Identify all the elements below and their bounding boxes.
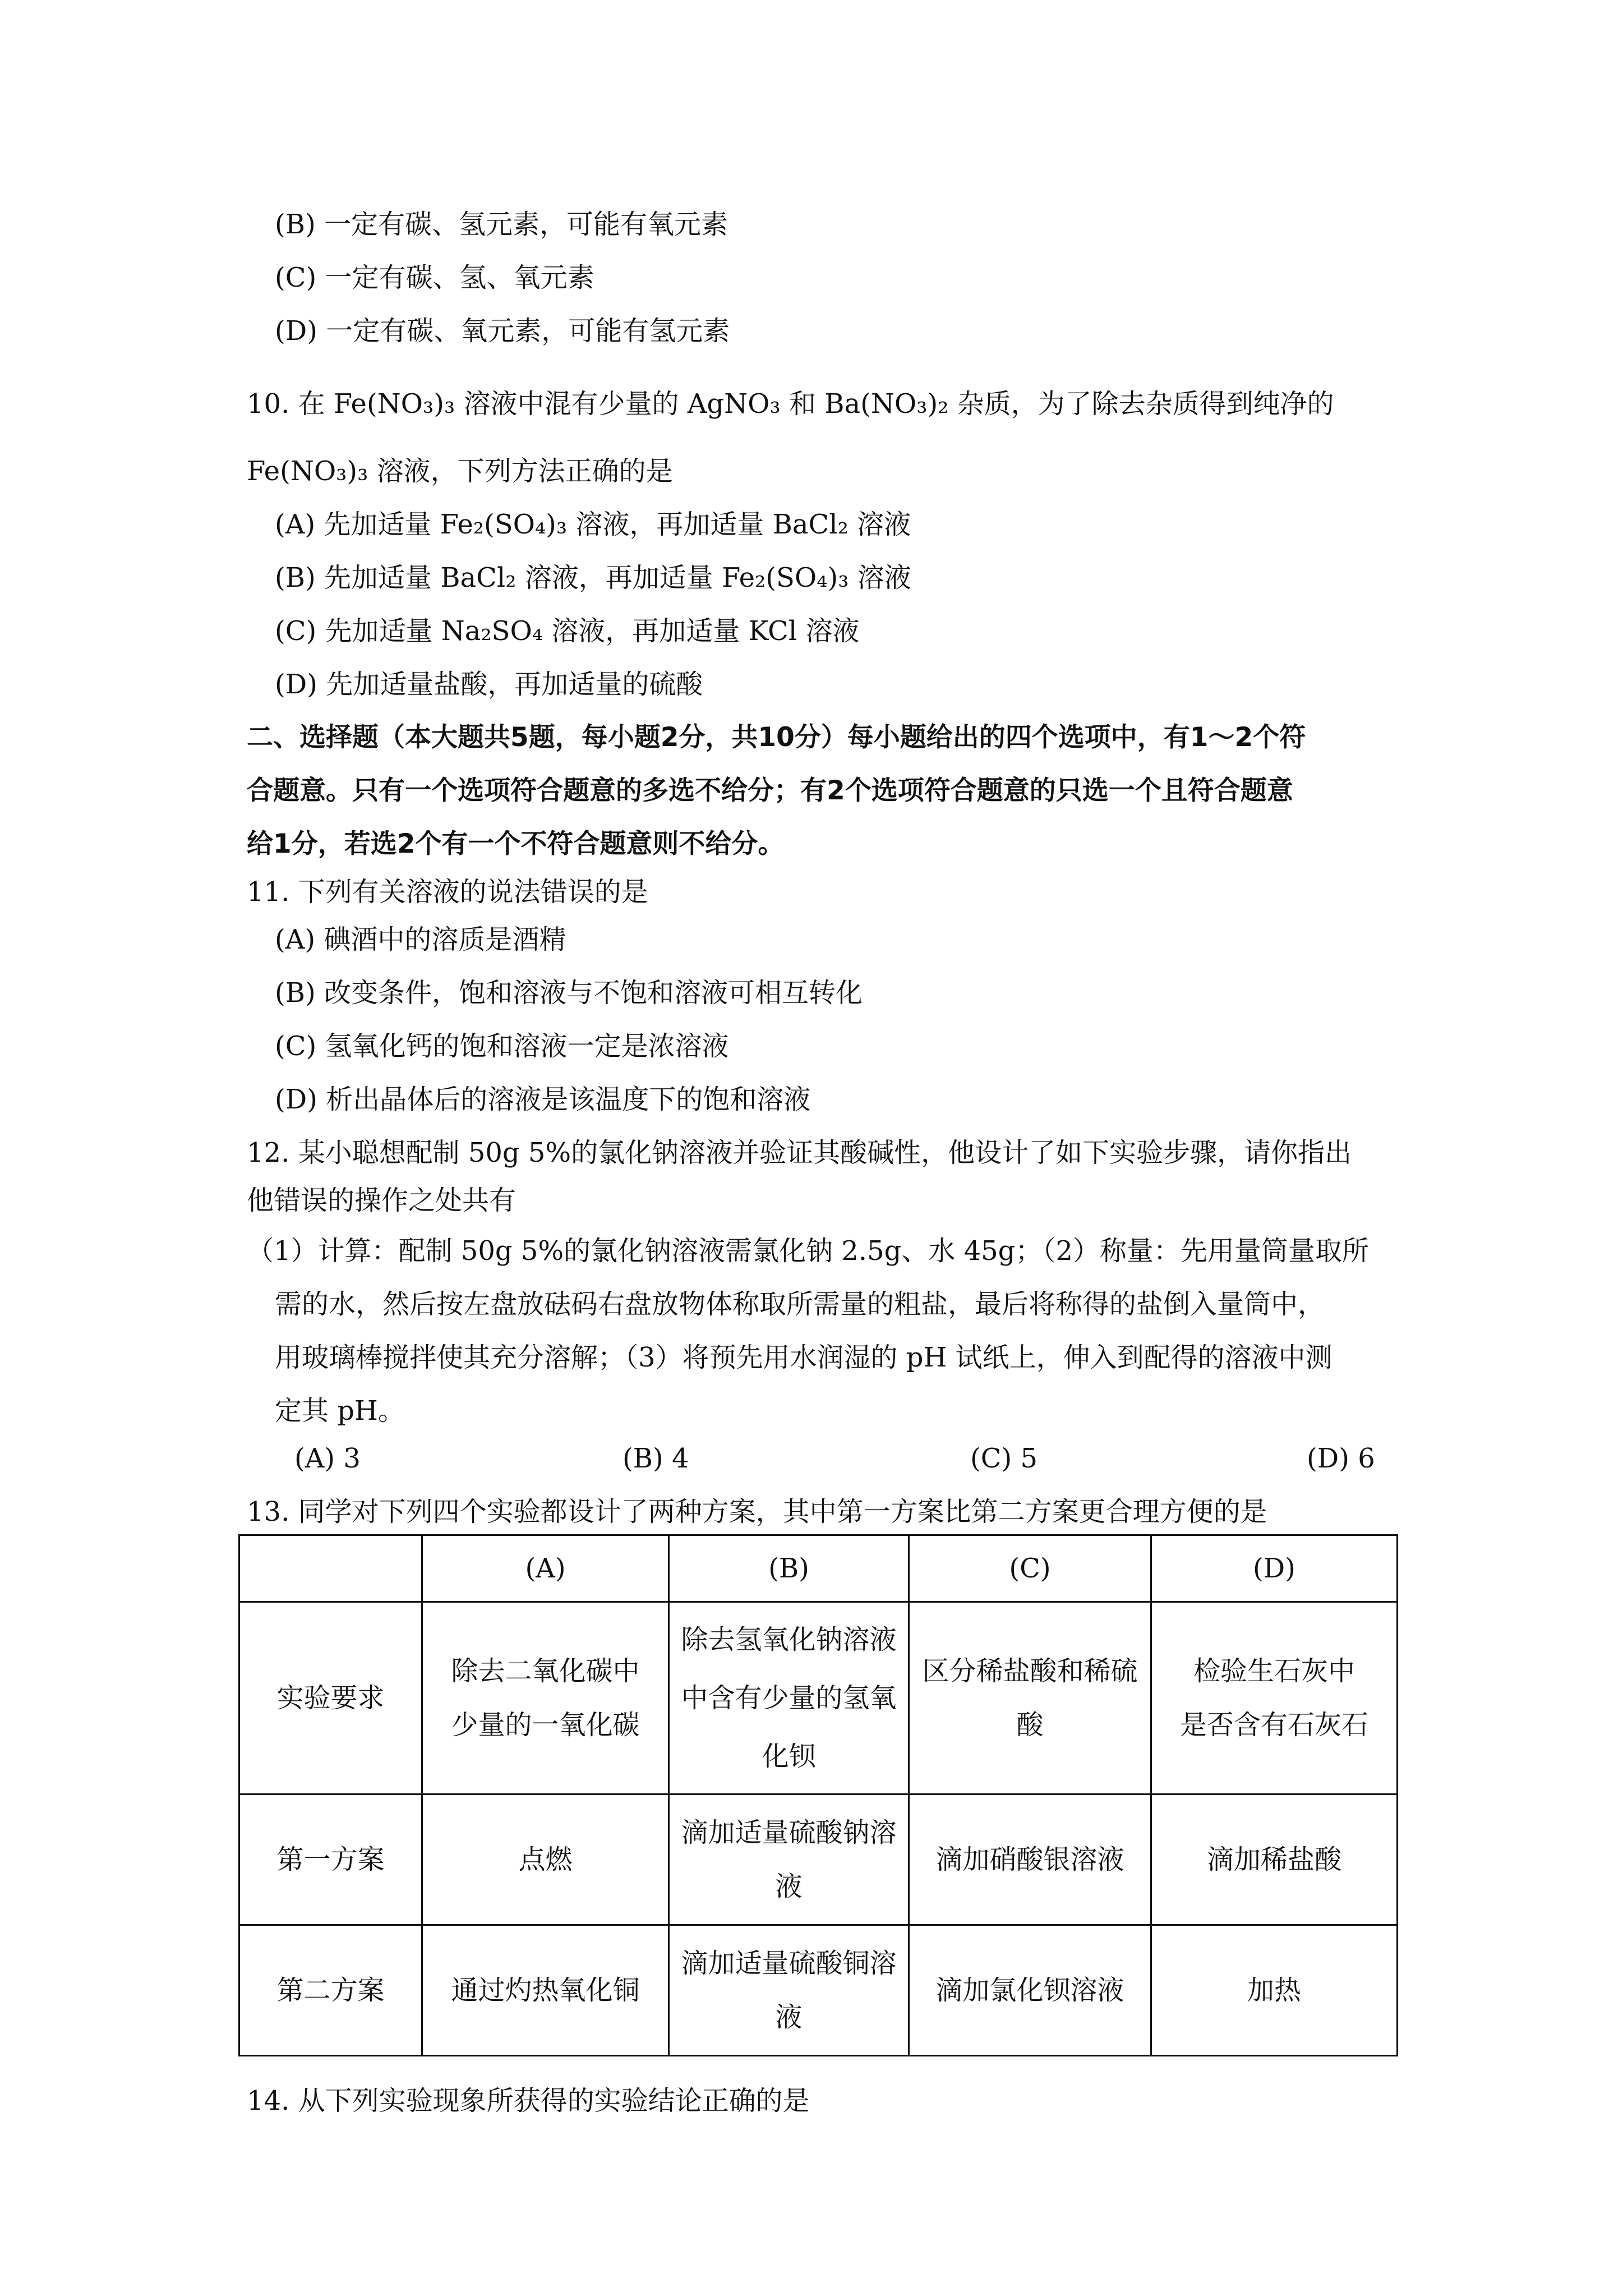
q12-body-line-1: （1）计算：配制 50g 5%的氯化钠溶液需氯化钠 2.5g、水 45g；（2）称量：先用量筒量取所 [247,1235,1369,1267]
q11-option-c: (C) 氢氧化钙的饱和溶液一定是浓溶液 [275,1030,729,1062]
table-cell [669,1925,909,2056]
q10-option-d: (D) 先加适量盐酸，再加适量的硫酸 [275,669,703,700]
row-label: 实验要求 [239,1602,422,1795]
q9-option-c: (C) 一定有碳、氢、氧元素 [275,262,594,293]
table-header-row [239,1535,1398,1602]
table-cell [909,1795,1151,1925]
table-cell [422,1925,669,2056]
cell-line: 滴加适量硫酸铜溶 [681,1948,897,1979]
table-cell [669,1795,909,1925]
cell-line: 区分稀盐酸和稀硫 [922,1655,1138,1687]
q12-option-c: (C) 5 [970,1443,1038,1474]
cell-line: 滴加氯化钡溶液 [935,1975,1124,2006]
q11-option-d: (D) 析出晶体后的溶液是该温度下的饱和溶液 [275,1084,811,1115]
section-2-heading-line-2: 合题意。只有一个选项符合题意的多选不给分；有2个选项符合题意的只选一个且符合题意 [247,775,1293,806]
cell-line: 加热 [1247,1975,1301,2006]
q11-option-b: (B) 改变条件，饱和溶液与不饱和溶液可相互转化 [275,977,863,1009]
row-label: 第二方案 [239,1925,422,2056]
table-row [239,1925,1398,2056]
cell-line: 中含有少量的氢氧 [681,1682,897,1714]
table-cell [422,1602,669,1795]
cell-line: 是否含有石灰石 [1179,1709,1368,1741]
q9-option-d: (D) 一定有碳、氧元素，可能有氢元素 [275,315,730,347]
cell-line: 通过灼热氧化铜 [451,1975,640,2006]
cell-line: 检验生石灰中 [1193,1655,1355,1687]
q12-stem-line-1: 12. 某小聪想配制 50g 5%的氯化钠溶液并验证其酸碱性，他设计了如下实验步骤，请你指出 [247,1137,1352,1168]
cell-line: 化钡 [762,1741,816,1772]
q10-option-a: (A) 先加适量 Fe₂(SO₄)₃ 溶液，再加适量 BaCl₂ 溶液 [275,509,911,540]
table-row [239,1602,1398,1795]
table-cell [909,1925,1151,2056]
table-cell [1151,1602,1398,1795]
table-cell [1151,1925,1398,2056]
q12-body-line-3: 用玻璃棒搅拌使其充分溶解；（3）将预先用水润湿的 pH 试纸上，伸入到配得的溶液中测 [275,1342,1332,1373]
table-cell [669,1602,909,1795]
table-header-cell [239,1535,422,1602]
q11-option-a: (A) 碘酒中的溶质是酒精 [275,924,566,955]
q10-stem-line-2: Fe(NO₃)₃ 溶液，下列方法正确的是 [247,455,673,487]
cell-line: 液 [775,1871,803,1902]
cell-line: 酸 [1016,1709,1044,1741]
q14-stem: 14. 从下列实验现象所获得的实验结论正确的是 [247,2085,810,2116]
table-header-cell: (A) [422,1535,669,1602]
table-cell [422,1795,669,1925]
q12-stem-line-2: 他错误的操作之处共有 [247,1185,517,1216]
table-header-cell: (C) [909,1535,1151,1602]
q12-option-b: (B) 4 [623,1443,689,1474]
cell-line: 点燃 [518,1844,573,1875]
q12-body-line-2: 需的水，然后按左盘放砝码右盘放物体称取所需量的粗盐，最后将称得的盐倒入量筒中， [275,1289,1325,1320]
q10-stem-line-1: 10. 在 Fe(NO₃)₃ 溶液中混有少量的 AgNO₃ 和 Ba(NO₃)₂ 杂质，为了除去杂质得到纯净的 [247,388,1334,420]
cell-line: 滴加硝酸银溶液 [935,1844,1124,1875]
cell-line: 除去二氧化碳中 [451,1655,640,1687]
section-2-heading-line-1: 二、选择题（本大题共5题，每小题2分，共10分）每小题给出的四个选项中，有1～2个符 [247,722,1306,753]
q13-stem: 13. 同学对下列四个实验都设计了两种方案，其中第一方案比第二方案更合理方便的是 [247,1496,1267,1527]
q12-option-a: (A) 3 [294,1443,361,1474]
table-header-cell: (D) [1151,1535,1398,1602]
cell-line: 少量的一氧化碳 [451,1709,640,1741]
table-cell [909,1602,1151,1795]
q11-stem: 11. 下列有关溶液的说法错误的是 [247,876,648,908]
cell-line: 液 [775,2001,803,2033]
q10-option-c: (C) 先加适量 Na₂SO₄ 溶液，再加适量 KCl 溶液 [275,615,860,647]
table-header-cell: (B) [669,1535,909,1602]
cell-line: 除去氢氧化钠溶液 [681,1624,897,1655]
cell-line: 滴加稀盐酸 [1206,1844,1341,1875]
q9-option-b: (B) 一定有碳、氢元素，可能有氧元素 [275,209,728,240]
row-label: 第一方案 [239,1795,422,1925]
q13-plan-table [238,1534,1398,2056]
q10-option-b: (B) 先加适量 BaCl₂ 溶液，再加适量 Fe₂(SO₄)₃ 溶液 [275,562,911,593]
table-cell [1151,1795,1398,1925]
cell-line: 滴加适量硫酸钠溶 [681,1817,897,1848]
q12-body-line-4: 定其 pH。 [275,1395,405,1427]
section-2-heading-line-3: 给1分，若选2个有一个不符合题意则不给分。 [247,829,785,859]
q12-option-d: (D) 6 [1307,1443,1375,1474]
table-row [239,1795,1398,1925]
